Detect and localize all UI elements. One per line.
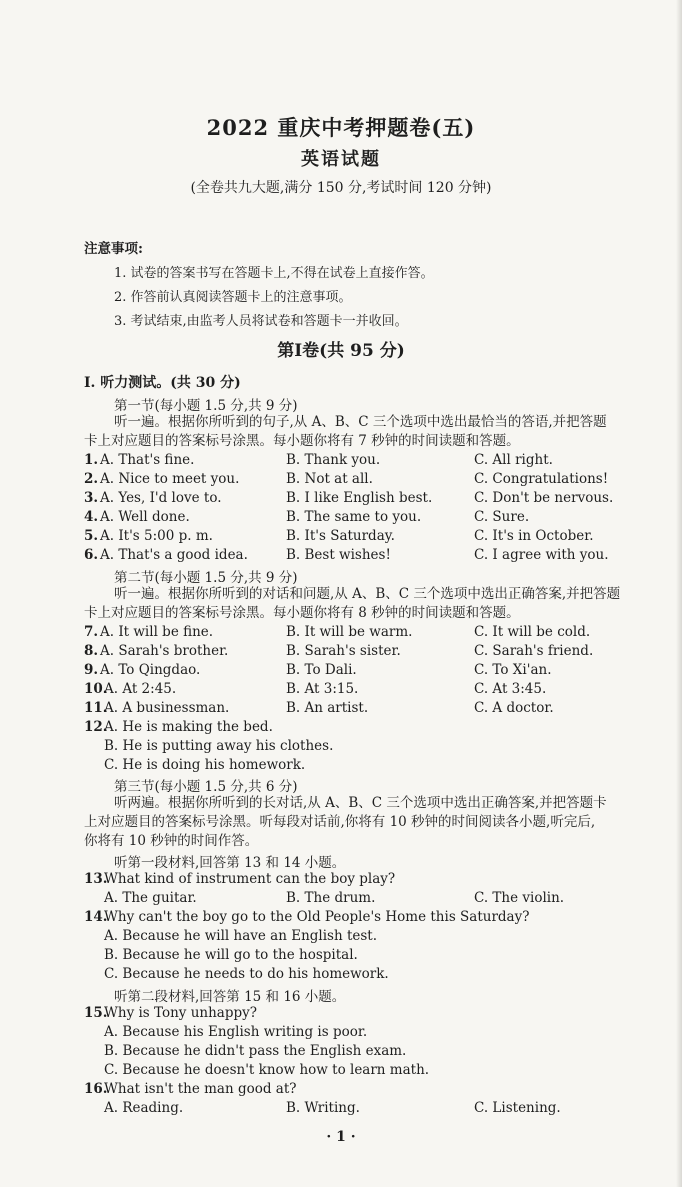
question-number: 11. <box>84 700 108 716</box>
option-a: A. To Qingdao. <box>100 662 201 678</box>
question-number: 8. <box>84 643 99 659</box>
instruction-line: 你将有 10 秒钟的时间作答。 <box>84 833 259 849</box>
option-b: B. It's Saturday. <box>286 528 395 544</box>
question-text: What kind of instrument can the boy play? <box>104 871 396 887</box>
part-title: Ⅰ. 听力测试。(共 30 分) <box>84 375 241 391</box>
question-number: 3. <box>84 490 99 506</box>
question-text: Why is Tony unhappy? <box>104 1005 258 1021</box>
question-number: 13. <box>84 871 108 887</box>
question-number: 10. <box>84 681 108 697</box>
option-c: C. It will be cold. <box>474 624 591 640</box>
option-c: C. All right. <box>474 452 553 468</box>
option-c: C. A doctor. <box>474 700 554 716</box>
question-number: 4. <box>84 509 99 525</box>
question-text: Why can't the boy go to the Old People's Home this Saturday? <box>104 909 530 925</box>
option-a: A. Because he will have an English test. <box>104 928 378 944</box>
option-c: C. The violin. <box>474 890 565 906</box>
instruction-line: 听一遍。根据你所听到的对话和问题,从 A、B、C 三个选项中选出正确答案,并把答题 <box>114 586 621 602</box>
section-title: 第二节(每小题 1.5 分,共 9 分) <box>114 570 298 586</box>
section-instructions <box>84 585 682 623</box>
option-a: A. That's fine. <box>100 452 195 468</box>
option-c: C. To Xi'an. <box>474 662 552 678</box>
option-c: C. Because he needs to do his homework. <box>104 966 389 982</box>
option-b: B. It will be warm. <box>286 624 413 640</box>
option-c: C. Listening. <box>474 1100 561 1116</box>
volume-heading: 第Ⅰ卷(共 95 分) <box>277 341 405 361</box>
question-number: 1. <box>84 452 99 468</box>
option-a: A. The guitar. <box>104 890 197 906</box>
option-b: B. To Dali. <box>286 662 357 678</box>
notes-heading: 注意事项: <box>84 241 143 257</box>
option-a: A. It will be fine. <box>100 624 214 640</box>
option-a: A. At 2:45. <box>104 681 177 697</box>
note-item: 2. 作答前认真阅读答题卡上的注意事项。 <box>114 290 352 305</box>
option-b: B. An artist. <box>286 700 369 716</box>
option-c: C. Because he doesn't know how to learn math. <box>104 1062 430 1078</box>
option-b: B. Writing. <box>286 1100 360 1116</box>
option-c: C. Sure. <box>474 509 530 525</box>
option-a: A. Reading. <box>104 1100 184 1116</box>
option-c: C. I agree with you. <box>474 547 609 563</box>
option-b: B. I like English best. <box>286 490 433 506</box>
instruction-line: 卡上对应题目的答案标号涂黑。每小题你将有 7 秒钟的时间读题和答题。 <box>84 433 520 449</box>
material-note: 听第一段材料,回答第 13 和 14 小题。 <box>114 855 346 871</box>
option-b: B. Sarah's sister. <box>286 643 401 659</box>
option-c: C. At 3:45. <box>474 681 547 697</box>
note-item: 1. 试卷的答案书写在答题卡上,不得在试卷上直接作答。 <box>114 266 434 281</box>
exam-title: 2022 重庆中考押题卷(五) <box>206 115 476 140</box>
option-a: A. Yes, I'd love to. <box>100 490 222 506</box>
instruction-line: 卡上对应题目的答案标号涂黑。每小题你将有 8 秒钟的时间读题和答题。 <box>84 605 520 621</box>
question-number: 6. <box>84 547 99 563</box>
option-a: A. Because his English writing is poor. <box>104 1024 368 1040</box>
option-c: C. It's in October. <box>474 528 594 544</box>
option-a: A. A businessman. <box>104 700 230 716</box>
question-number: 14. <box>84 909 108 925</box>
question-text: What isn't the man good at? <box>104 1081 297 1097</box>
option-a: A. Well done. <box>100 509 190 525</box>
question-number: 5. <box>84 528 99 544</box>
option-b: B. He is putting away his clothes. <box>104 738 334 754</box>
note-item: 3. 考试结束,由监考人员将试卷和答题卡一并收回。 <box>114 314 408 329</box>
option-b: B. Because he will go to the hospital. <box>104 947 358 963</box>
option-b: B. The drum. <box>286 890 376 906</box>
option-a: A. He is making the bed. <box>104 719 273 735</box>
option-a: A. Sarah's brother. <box>100 643 229 659</box>
option-b: B. Because he didn't pass the English exam. <box>104 1043 407 1059</box>
option-b: B. Not at all. <box>286 471 373 487</box>
question-number: 12. <box>84 719 108 735</box>
option-b: B. The same to you. <box>286 509 422 525</box>
question-number: 16. <box>84 1081 108 1097</box>
material-note: 听第二段材料,回答第 15 和 16 小题。 <box>114 989 346 1005</box>
instruction-line: 听一遍。根据你所听到的句子,从 A、B、C 三个选项中选出最恰当的答语,并把答题 <box>114 414 607 430</box>
exam-meta: (全卷共九大题,满分 150 分,考试时间 120 分钟) <box>190 180 492 196</box>
option-c: C. Sarah's friend. <box>474 643 594 659</box>
option-a: A. That's a good idea. <box>100 547 248 563</box>
option-b: B. At 3:15. <box>286 681 359 697</box>
question-number: 15. <box>84 1005 108 1021</box>
option-c: C. Don't be nervous. <box>474 490 614 506</box>
option-c: C. Congratulations! <box>474 471 609 487</box>
exam-subtitle: 英语试题 <box>301 149 381 170</box>
option-b: B. Best wishes! <box>286 547 391 563</box>
question-number: 2. <box>84 471 99 487</box>
option-a: A. It's 5:00 p. m. <box>100 528 213 544</box>
option-b: B. Thank you. <box>286 452 381 468</box>
page-number: · 1 · <box>326 1129 356 1145</box>
section-instructions <box>84 413 682 451</box>
instruction-line: 上对应题目的答案标号涂黑。听每段对话前,你将有 10 秒钟的时间阅读各小题,听完后, <box>84 814 596 830</box>
instruction-line: 听两遍。根据你所听到的长对话,从 A、B、C 三个选项中选出正确答案,并把答题卡 <box>114 795 607 811</box>
section-instructions <box>84 794 682 851</box>
option-a: A. Nice to meet you. <box>100 471 240 487</box>
option-c: C. He is doing his homework. <box>104 757 306 773</box>
question-number: 7. <box>84 624 99 640</box>
section-title: 第一节(每小题 1.5 分,共 9 分) <box>114 398 298 414</box>
question-number: 9. <box>84 662 99 678</box>
section-title: 第三节(每小题 1.5 分,共 6 分) <box>114 779 298 795</box>
